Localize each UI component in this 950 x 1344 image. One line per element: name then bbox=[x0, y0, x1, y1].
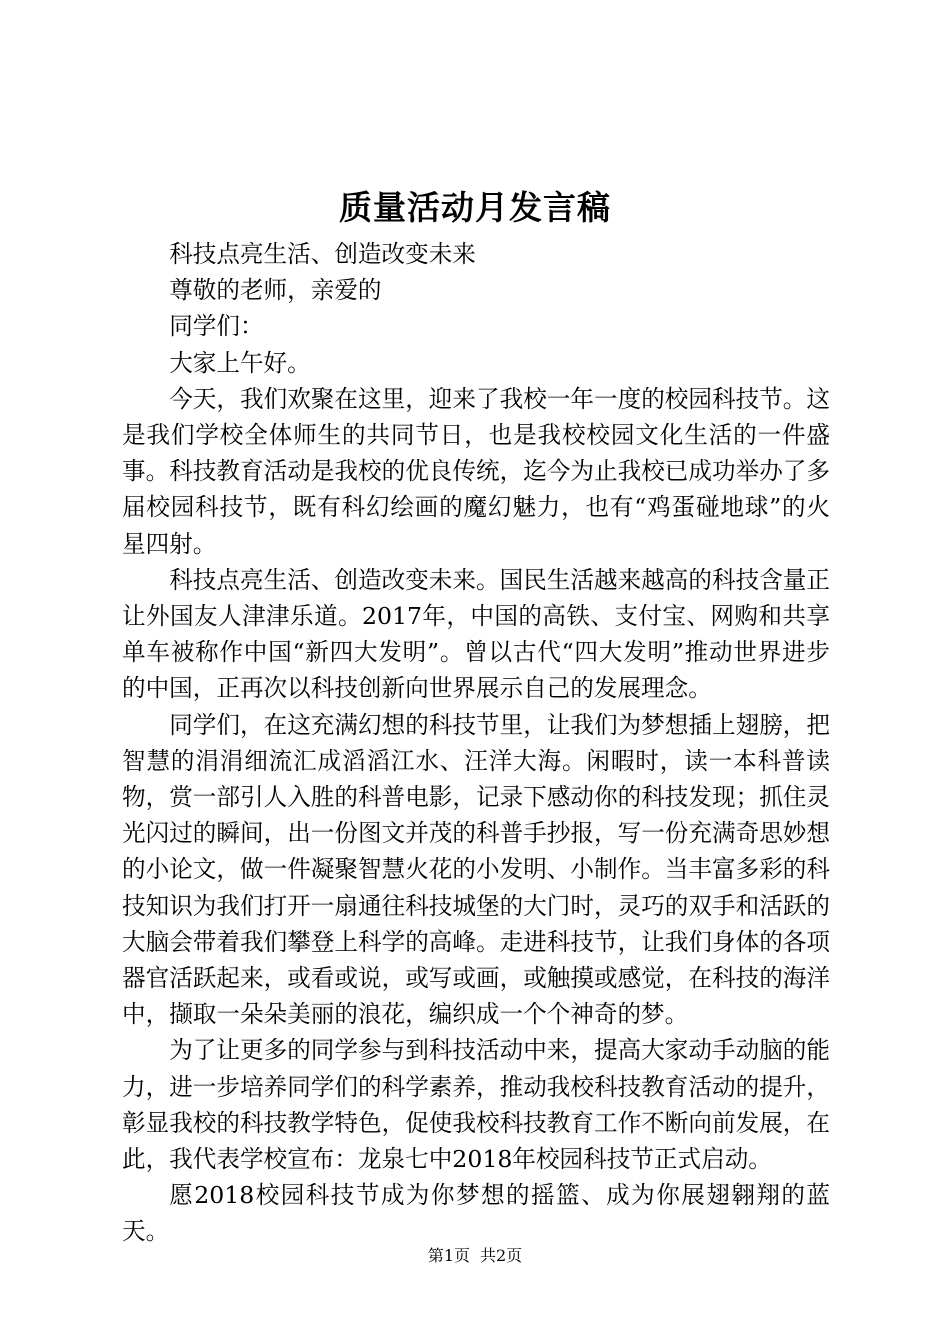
page-number: 第1页 bbox=[427, 1246, 470, 1265]
paragraph-greeting: 大家上午好。 bbox=[169, 348, 311, 377]
paragraph-salutation: 尊敬的老师，亲爱的 bbox=[169, 276, 382, 305]
document-title: 质量活动月发言稿 bbox=[339, 188, 611, 227]
paragraph-body: 今天，我们欢聚在这里，迎来了我校一年一度的校园科技节。这是我们学校全体师生的共同节日，也是我校校园文化生活的一件盛事。科技教育活动是我校的优良传统，迄今为止我校已成功举办了多届校园科技节，既有科幻绘画的魔幻魅力，也有“鸡蛋碰地球”的火星四射。 bbox=[122, 384, 830, 558]
paragraph-body: 同学们，在这充满幻想的科技节里，让我们为梦想插上翅膀，把智慧的涓涓细流汇成滔滔江水、汪洋大海。闲暇时，读一本科普读物，赏一部引人入胜的科普电影，记录下感动你的科技发现；抓住灵光闪过的瞬间，出一份图文并茂的科普手抄报，写一份充满奇思妙想的小论文，做一件凝聚智慧火花的小发明、小制作。当丰富多彩的科技知识为我们打开一扇通往科技城堡的大门时，灵巧的双手和活跃的大脑会带着我们攀登上科学的高峰。走进科技节，让我们身体的各项器官活跃起来，或看或说，或写或画，或触摸或感觉，在科技的海洋中，撷取一朵朵美丽的浪花，编织成一个个神奇的梦。 bbox=[122, 710, 830, 1029]
paragraph-closing: 愿2018校园科技节成为你梦想的摇篮、成为你展翅翱翔的蓝天。 bbox=[122, 1181, 830, 1246]
paragraph-salutation-students: 同学们： bbox=[169, 312, 264, 341]
paragraph-body: 科技点亮生活、创造改变未来。国民生活越来越高的科技含量正让外国友人津津乐道。2017年，中国的高铁、支付宝、网购和共享单车被称作中国“新四大发明”。曾以古代“四大发明”推动世界进步的中国，正再次以科技创新向世界展示自己的发展理念。 bbox=[122, 565, 830, 703]
page-footer bbox=[0, 1244, 950, 1268]
paragraph-body: 为了让更多的同学参与到科技活动中来，提高大家动手动脑的能力，进一步培养同学们的科学素养，推动我校科技教育活动的提升，彰显我校的科技教学特色，促使我校科技教育工作不断向前发展，在此，我代表学校宣布：龙泉七中2018年校园科技节正式启动。 bbox=[122, 1036, 830, 1174]
page-total: 共2页 bbox=[480, 1246, 523, 1265]
document-body bbox=[122, 236, 830, 1250]
paragraph-subtitle: 科技点亮生活、创造改变未来 bbox=[169, 240, 476, 268]
